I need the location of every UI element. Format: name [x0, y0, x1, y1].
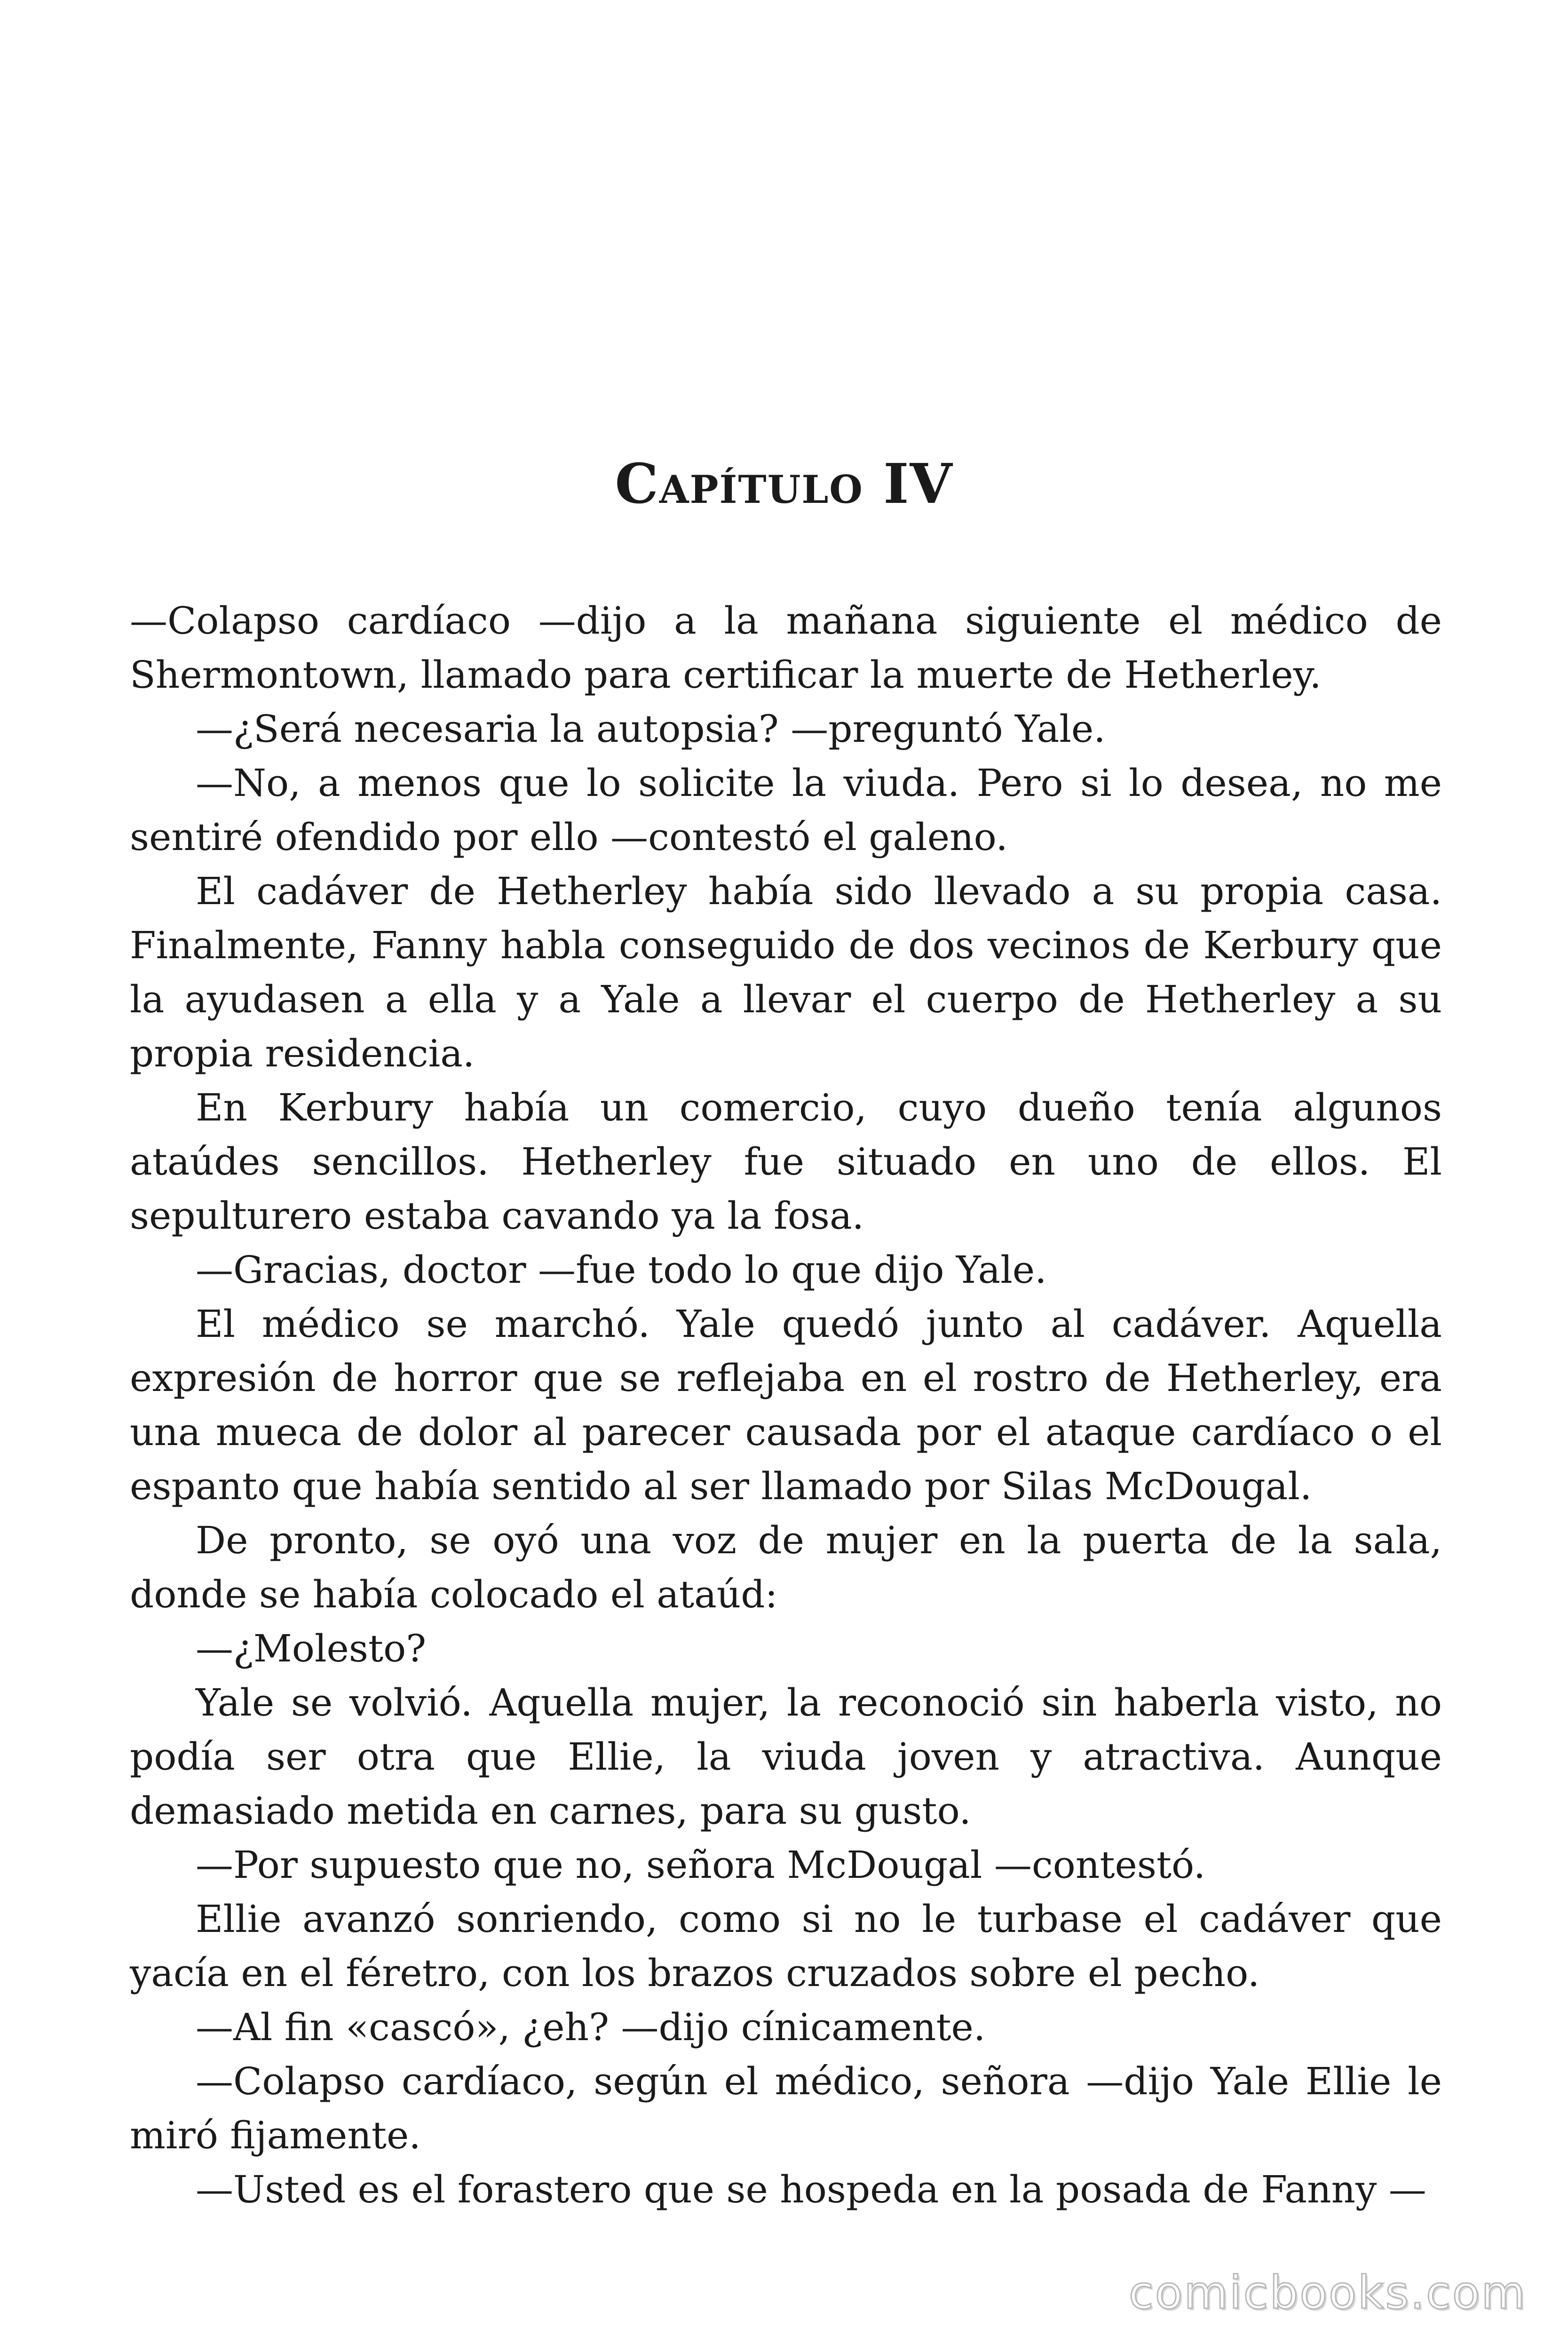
paragraph: —Colapso cardíaco —dijo a la mañana siguiente el médico de Shermontown, llamado para certificar la muerte de Hetherley.	[130, 599, 1442, 697]
chapter-text	[130, 594, 1442, 2217]
paragraph: De pronto, se oyó una voz de mujer en la puerta de la sala, donde se había colocado el ataúd:	[130, 1518, 1442, 1616]
paragraph: En Kerbury había un comercio, cuyo dueño tenía algunos ataúdes sencillos. Hetherley fue situado en uno de ellos. El sepulturero estaba cavando ya la fosa.	[130, 1086, 1442, 1238]
paragraph: Ellie avanzó sonriendo, como si no le turbase el cadáver que yacía en el féretro, con los brazos cruzados sobre el pecho.	[130, 1897, 1442, 1995]
paragraph: Yale se volvió. Aquella mujer, la reconoció sin haberla visto, no podía ser otra que Ellie, la viuda joven y atractiva. Aunque demasiado metida en carnes, para su gusto.	[130, 1681, 1442, 1833]
watermark: comicbooks.com	[1128, 2266, 1527, 2319]
paragraph: El médico se marchó. Yale quedó junto al cadáver. Aquella expresión de horror que se reflejaba en el rostro de Hetherley, era una mueca de dolor al parecer causada por el ataque cardíaco o el espanto que había sentido al ser llamado por Silas McDougal.	[130, 1302, 1442, 1508]
paragraph: —¿Será necesaria la autopsia? —preguntó Yale.	[196, 707, 1106, 751]
paragraph: —No, a menos que lo solicite la viuda. Pero si lo desea, no me sentiré ofendido por ello —contestó el galeno.	[130, 761, 1442, 859]
paragraph: —Gracias, doctor —fue todo lo que dijo Yale.	[196, 1248, 1047, 1292]
paragraph: —Colapso cardíaco, según el médico, señora —dijo Yale Ellie le miró fijamente.	[130, 2059, 1442, 2157]
paragraph: —Al fin «cascó», ¿eh? —dijo cínicamente.	[196, 2005, 986, 2049]
paragraph: —Por supuesto que no, señora McDougal —contestó.	[196, 1843, 1206, 1887]
paragraph: —¿Molesto?	[196, 1627, 427, 1670]
chapter-title: Capítulo IV	[615, 452, 953, 516]
paragraph: El cadáver de Hetherley había sido llevado a su propia casa. Finalmente, Fanny habla conseguido de dos vecinos de Kerbury que la ayudasen a ella y a Yale a llevar el cuerpo de Hetherley a su propia residencia.	[130, 869, 1442, 1075]
paragraph: —Usted es el forastero que se hospeda en la posada de Fanny —	[196, 2168, 1426, 2211]
